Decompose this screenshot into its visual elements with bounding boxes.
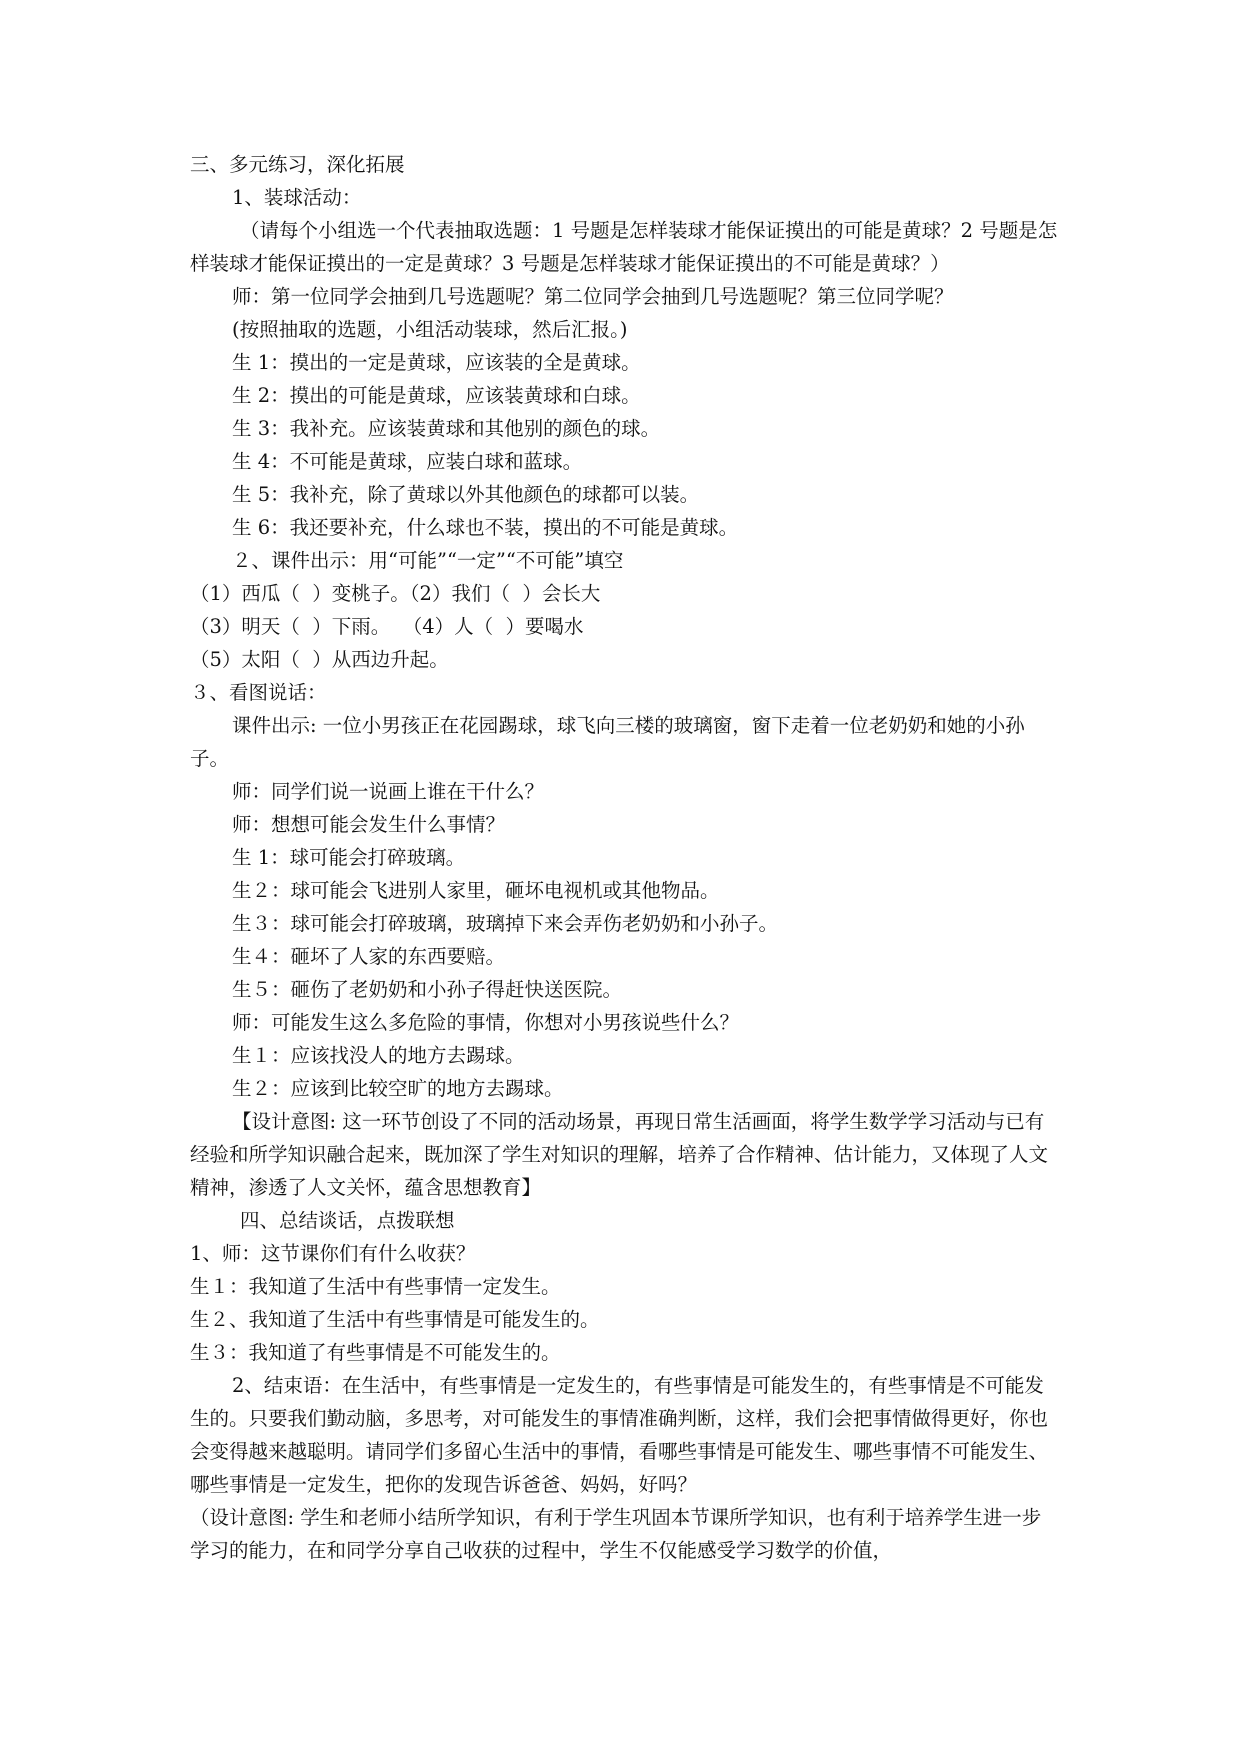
text-line: 师：第一位同学会抽到几号选题呢？第二位同学会抽到几号选题呢？第三位同学呢？ — [232, 285, 954, 308]
text-line: （5）太阳（ ）从西边升起。 — [190, 648, 449, 671]
document-body — [190, 148, 1060, 1567]
text-line: 生２：球可能会飞进别人家里，砸坏电视机或其他物品。 — [232, 879, 720, 902]
text-line: 生 4：不可能是黄球，应装白球和蓝球。 — [232, 450, 583, 473]
text-line: （设计意图: 学生和老师小结所学知识，有利于学生巩固本节课所学知识，也有利于培养学生进一步学习的能力，在和同学分享自己收获的过程中，学生不仅能感受学习数学的价值， — [190, 1506, 1042, 1562]
text-line: 四、总结谈话，点拨联想 — [240, 1209, 455, 1232]
text-line: 生１：我知道了生活中有些事情一定发生。 — [190, 1275, 561, 1298]
text-line: 2、结束语：在生活中，有些事情是一定发生的，有些事情是可能发生的，有些事情是不可能发生的。只要我们勤动脑，多思考，对可能发生的事情准确判断，这样，我们会把事情做得更好，你也会变得越来越聪明。请同学们多留心生活中的事情，看哪些事情是可能发生、哪些事情不可能发生、哪些事情是一定发生，把你的发现告诉爸爸、妈妈，好吗？ — [190, 1374, 1049, 1496]
text-line: ２、课件出示：用“可能”“一定”“不可能”填空 — [232, 549, 624, 572]
text-line: 生２：应该到比较空旷的地方去踢球。 — [232, 1077, 564, 1100]
text-line: 师：想想可能会发生什么事情？ — [232, 813, 506, 836]
text-line: 生 3：我补充。应该装黄球和其他别的颜色的球。 — [232, 417, 661, 440]
text-line: 生４：砸坏了人家的东西要赔。 — [232, 945, 506, 968]
text-line: 生 5：我补充，除了黄球以外其他颜色的球都可以装。 — [232, 483, 700, 506]
text-line: （1）西瓜（ ）变桃子。（2）我们（ ）会长大 — [190, 582, 601, 605]
text-line: （3）明天（ ）下雨。 （4）人（ ）要喝水 — [190, 615, 584, 638]
text-line: ３、看图说话： — [190, 681, 327, 704]
text-line: 生２、我知道了生活中有些事情是可能发生的。 — [190, 1308, 600, 1331]
text-line: 师：可能发生这么多危险的事情，你想对小男孩说些什么？ — [232, 1011, 740, 1034]
text-line: 生 2：摸出的可能是黄球，应该装黄球和白球。 — [232, 384, 641, 407]
text-line: 生 6：我还要补充，什么球也不装，摸出的不可能是黄球。 — [232, 516, 739, 539]
text-line: 课件出示: 一位小男孩正在花园踢球，球飞向三楼的玻璃窗，窗下走着一位老奶奶和她的小孙子。 — [190, 714, 1025, 770]
text-line: 师：同学们说一说画上谁在干什么？ — [232, 780, 545, 803]
text-line: 1、装球活动： — [232, 186, 362, 209]
text-line: 生１：应该找没人的地方去踢球。 — [232, 1044, 525, 1067]
text-line: 生５：砸伤了老奶奶和小孙子得赶快送医院。 — [232, 978, 623, 1001]
text-line: (按照抽取的选题，小组活动装球，然后汇报。) — [232, 318, 628, 341]
text-line: 生 1：球可能会打碎玻璃。 — [232, 846, 466, 869]
text-line: （请每个小组选一个代表抽取选题：1 号题是怎样装球才能保证摸出的可能是黄球？2 号题是怎样装球才能保证摸出的一定是黄球？3 号题是怎样装球才能保证摸出的不可能是黄球？） — [190, 219, 1058, 275]
text-line: 生３：球可能会打碎玻璃，玻璃掉下来会弄伤老奶奶和小孙子。 — [232, 912, 779, 935]
text-line: 生３：我知道了有些事情是不可能发生的。 — [190, 1341, 561, 1364]
text-line: 生 1：摸出的一定是黄球，应该装的全是黄球。 — [232, 351, 641, 374]
text-line: 【设计意图: 这一环节创设了不同的活动场景，再现日常生活画面，将学生数学学习活动与已有经验和所学知识融合起来，既加深了学生对知识的理解，培养了合作精神、估计能力，又体现了人文精神，渗透了人文关怀，蕴含思想教育】 — [190, 1110, 1049, 1199]
text-line: 三、多元练习，深化拓展 — [190, 153, 405, 176]
text-line: 1、师：这节课你们有什么收获？ — [190, 1242, 476, 1265]
